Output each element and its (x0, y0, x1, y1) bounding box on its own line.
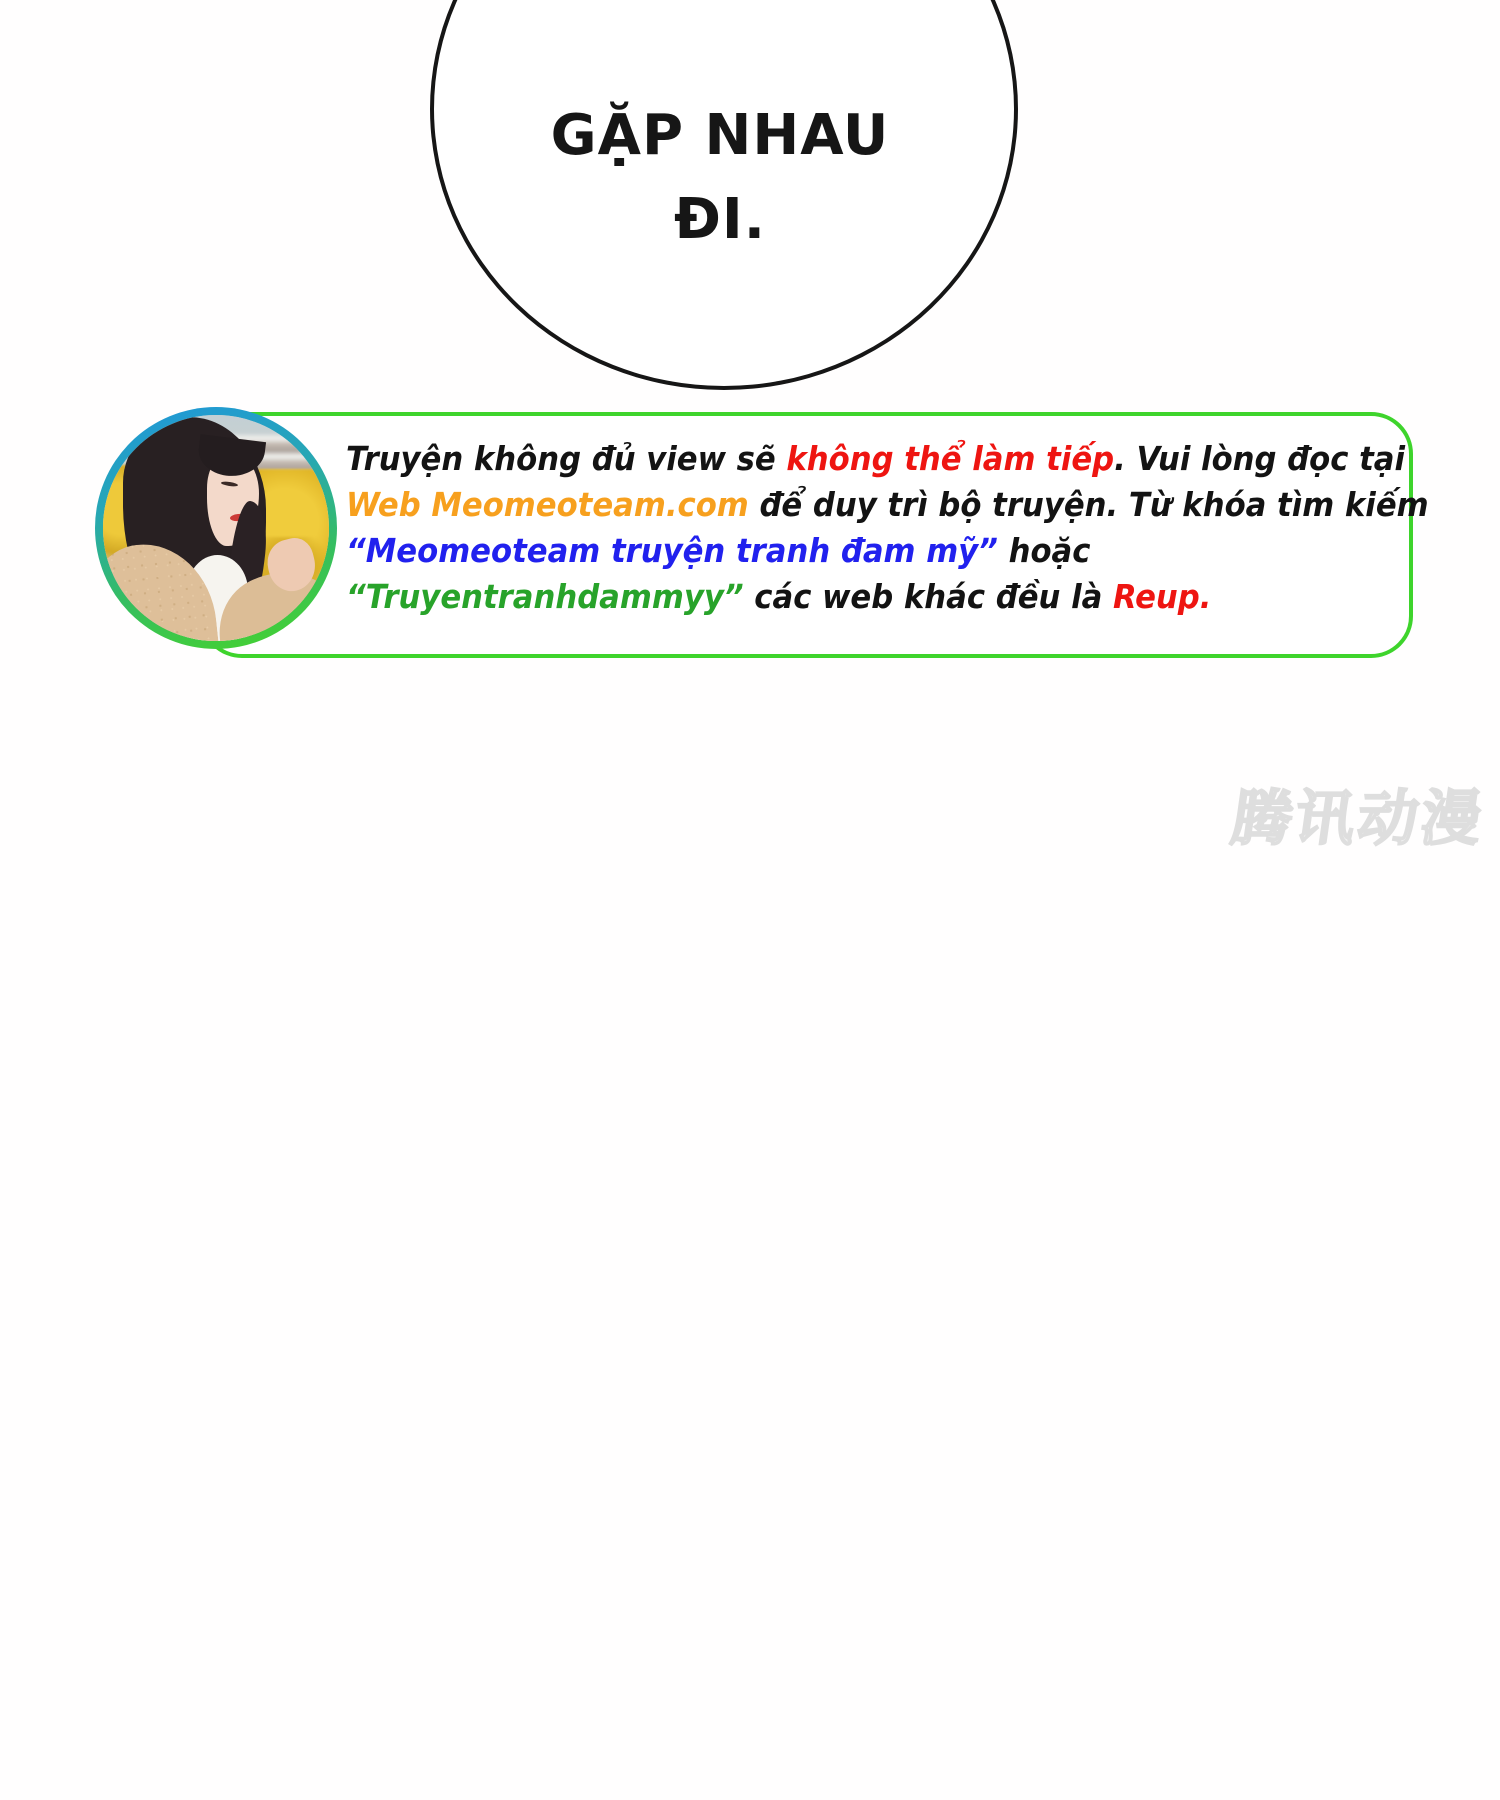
speech-bubble-line-2: ĐI. (673, 187, 767, 252)
translator-note-text (346, 436, 1429, 620)
text-segment: “Meomeoteam truyện tranh đam mỹ” (346, 531, 998, 570)
text-segment: . (1114, 439, 1137, 478)
text-segment: các web khác đều là (743, 577, 1113, 616)
speech-bubble-line-1: GẶP NHAU (550, 103, 890, 168)
speech-bubble-text (430, 94, 1010, 262)
note-line-2 (346, 482, 1429, 528)
note-line-1 (346, 436, 1405, 482)
translator-avatar (95, 407, 337, 649)
note-line-3 (346, 528, 1388, 574)
text-segment: hoặc (997, 531, 1091, 570)
text-segment: để duy trì bộ truyện. Từ khóa tìm kiếm (748, 485, 1429, 524)
text-segment: Truyện không đủ view sẽ (346, 439, 787, 478)
text-segment: Vui lòng đọc tại (1136, 439, 1405, 478)
text-segment: Web Meomeoteam.com (346, 485, 749, 524)
tencent-comics-watermark: 腾讯动漫 (1227, 784, 1489, 854)
text-segment: Reup. (1112, 577, 1212, 616)
text-segment: “Truyentranhdammyy” (346, 577, 744, 616)
note-line-4 (346, 574, 1388, 620)
text-segment: không thể làm tiếp (786, 439, 1115, 478)
avatar-photo (103, 415, 329, 641)
